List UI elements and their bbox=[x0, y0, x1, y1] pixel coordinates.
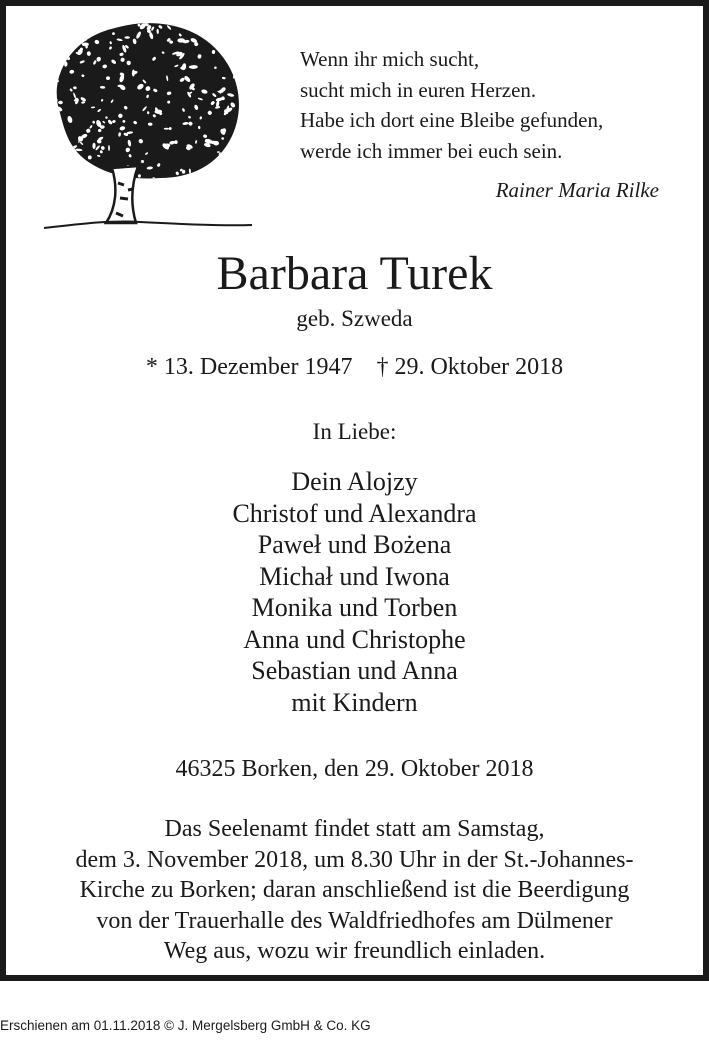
mourner-line: Paweł und Bożena bbox=[257, 530, 452, 559]
place-date: 46325 Borken, den 29. Oktober 2018 bbox=[175, 756, 534, 782]
poem-line: Habe ich dort eine Bleibe gefunden, bbox=[300, 108, 604, 132]
tree-illustration-icon bbox=[40, 18, 255, 236]
service-line: dem 3. November 2018, um 8.30 Uhr in der St.-Johannes- bbox=[75, 846, 634, 873]
poem-line: Wenn ihr mich sucht, bbox=[300, 47, 480, 71]
mourners-list bbox=[0, 466, 709, 718]
mourner-line: Michał und Iwona bbox=[259, 561, 450, 591]
service-line: Weg aus, wozu wir freundlich einladen. bbox=[163, 938, 546, 964]
mourner-line: Anna und Christophe bbox=[243, 624, 466, 654]
mourner-line: Dein Alojzy bbox=[291, 467, 418, 496]
deceased-name: Barbara Turek bbox=[216, 247, 493, 300]
service-line: von der Trauerhalle des Waldfriedhofes am Dülmener bbox=[96, 907, 613, 934]
poem-author: Rainer Maria Rilke bbox=[495, 178, 659, 202]
mourner-line: Christof und Alexandra bbox=[232, 498, 477, 528]
service-line: Das Seelenamt findet statt am Samstag, bbox=[164, 816, 545, 842]
poem-line: sucht mich in euren Herzen. bbox=[300, 77, 537, 102]
poem-line: werde ich immer bei euch sein. bbox=[300, 138, 563, 163]
mourner-line: mit Kindern bbox=[291, 687, 418, 717]
mourner-line: Monika und Torben bbox=[251, 593, 458, 622]
life-dates bbox=[0, 354, 709, 381]
mourners-intro: In Liebe: bbox=[312, 419, 397, 444]
poem bbox=[300, 44, 680, 166]
death-date: † 29. Oktober 2018 bbox=[376, 354, 564, 380]
service-line: Kirche zu Borken; daran anschließend ist die Beerdigung bbox=[79, 877, 630, 903]
birth-date: * 13. Dezember 1947 bbox=[145, 354, 353, 380]
service-info bbox=[0, 814, 709, 967]
birth-name: geb. Szweda bbox=[296, 306, 413, 331]
publication-footer: Erschienen am 01.11.2018 © J. Mergelsberg GmbH & Co. KG bbox=[0, 1018, 371, 1033]
mourner-line: Sebastian und Anna bbox=[251, 656, 458, 685]
